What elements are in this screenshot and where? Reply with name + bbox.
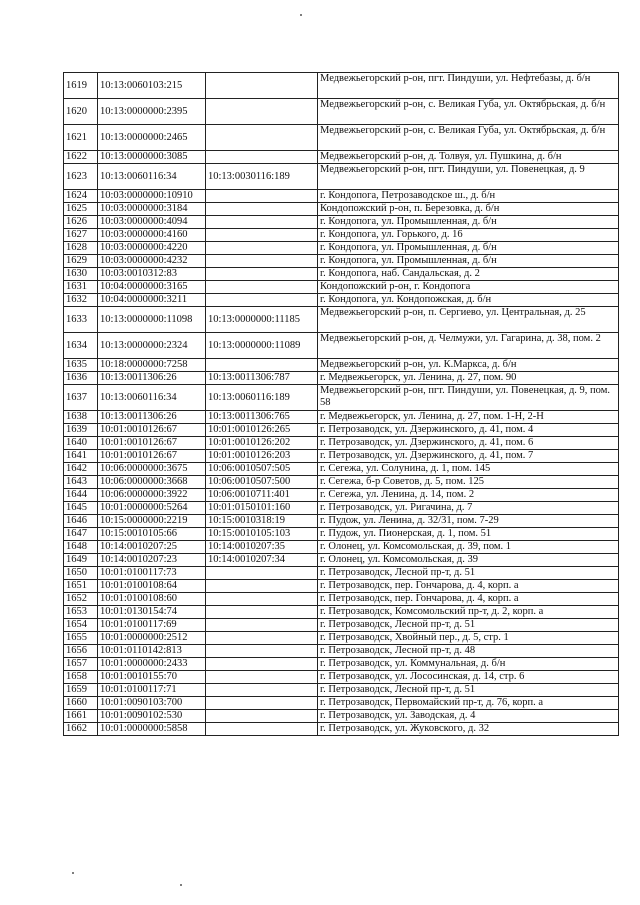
cadastral-number: 10:13:0060116:34 [98, 385, 206, 411]
cadastral-number-secondary [206, 294, 318, 307]
cadastral-number-secondary: 10:06:0010507:500 [206, 476, 318, 489]
cadastral-number-secondary: 10:01:0010126:265 [206, 424, 318, 437]
cadastral-number-secondary: 10:01:0150101:160 [206, 502, 318, 515]
row-number: 1626 [64, 216, 98, 229]
address: г. Петрозаводск, ул. Ригачина, д. 7 [318, 502, 619, 515]
table-row [64, 554, 619, 567]
address: г. Олонец, ул. Комсомольская, д. 39 [318, 554, 619, 567]
table-row [64, 723, 619, 736]
row-number: 1630 [64, 268, 98, 281]
table-row [64, 476, 619, 489]
cadastral-number-secondary [206, 268, 318, 281]
row-number: 1629 [64, 255, 98, 268]
row-number: 1632 [64, 294, 98, 307]
cadastral-number-secondary [206, 671, 318, 684]
row-number: 1662 [64, 723, 98, 736]
cadastral-number: 10:13:0011306:26 [98, 372, 206, 385]
cadastral-number: 10:01:0100117:71 [98, 684, 206, 697]
row-number: 1652 [64, 593, 98, 606]
cadastral-number: 10:01:0000000:5264 [98, 502, 206, 515]
table-row [64, 450, 619, 463]
table-row [64, 437, 619, 450]
row-number: 1655 [64, 632, 98, 645]
cadastral-number: 10:13:0060103:215 [98, 73, 206, 99]
cadastral-number: 10:04:0000000:3165 [98, 281, 206, 294]
address: Медвежьегорский р-он, п. Сергиево, ул. Центральная, д. 25 [318, 307, 619, 333]
table-row [64, 632, 619, 645]
cadastral-number-secondary: 10:01:0010126:203 [206, 450, 318, 463]
cadastral-number: 10:03:0000000:4094 [98, 216, 206, 229]
table-row [64, 489, 619, 502]
cadastral-number: 10:06:0000000:3675 [98, 463, 206, 476]
table-row [64, 411, 619, 424]
address: Кондопожский р-он, п. Березовка, д. б/н [318, 203, 619, 216]
cadastral-number-secondary [206, 359, 318, 372]
cadastral-number-secondary: 10:13:0060116:189 [206, 385, 318, 411]
cadastral-number-secondary [206, 710, 318, 723]
row-number: 1653 [64, 606, 98, 619]
address: г. Медвежьегорск, ул. Ленина, д. 27, пом. 1-Н, 2-Н [318, 411, 619, 424]
cadastral-number-secondary [206, 697, 318, 710]
cadastral-number: 10:01:0010126:67 [98, 424, 206, 437]
cadastral-number-secondary [206, 125, 318, 151]
table-row [64, 515, 619, 528]
cadastral-number: 10:01:0100117:73 [98, 567, 206, 580]
cadastral-number-secondary [206, 723, 318, 736]
cadastral-number: 10:01:0000000:5858 [98, 723, 206, 736]
row-number: 1627 [64, 229, 98, 242]
table-row [64, 645, 619, 658]
cadastral-number-secondary: 10:13:0030116:189 [206, 164, 318, 190]
table-row [64, 710, 619, 723]
row-number: 1660 [64, 697, 98, 710]
table-row [64, 541, 619, 554]
row-number: 1647 [64, 528, 98, 541]
cadastral-number: 10:01:0090103:700 [98, 697, 206, 710]
table-row [64, 255, 619, 268]
table-row [64, 125, 619, 151]
table-row [64, 684, 619, 697]
row-number: 1646 [64, 515, 98, 528]
table-row [64, 99, 619, 125]
cadastral-number-secondary [206, 229, 318, 242]
address: г. Олонец, ул. Комсомольская, д. 39, пом. 1 [318, 541, 619, 554]
cadastral-number-secondary: 10:06:0010507:505 [206, 463, 318, 476]
row-number: 1637 [64, 385, 98, 411]
address: Медвежьегорский р-он, с. Великая Губа, ул. Октябрьская, д. б/н [318, 125, 619, 151]
row-number: 1651 [64, 580, 98, 593]
cadastral-number-secondary: 10:14:0010207:34 [206, 554, 318, 567]
address: г. Петрозаводск, пер. Гончарова, д. 4, корп. а [318, 593, 619, 606]
row-number: 1650 [64, 567, 98, 580]
scan-speck [72, 872, 74, 874]
cadastral-number: 10:18:0000000:7258 [98, 359, 206, 372]
row-number: 1657 [64, 658, 98, 671]
row-number: 1623 [64, 164, 98, 190]
cadastral-number: 10:13:0000000:2324 [98, 333, 206, 359]
table-row [64, 359, 619, 372]
row-number: 1641 [64, 450, 98, 463]
address: г. Кондопога, ул. Промышленная, д. б/н [318, 242, 619, 255]
row-number: 1654 [64, 619, 98, 632]
cadastral-number: 10:06:0000000:3922 [98, 489, 206, 502]
row-number: 1642 [64, 463, 98, 476]
cadastral-number: 10:03:0000000:10910 [98, 190, 206, 203]
address: г. Петрозаводск, Первомайский пр-т, д. 76, корп. а [318, 697, 619, 710]
table-row [64, 216, 619, 229]
address: Медвежьегорский р-он, пгт. Пиндуши, ул. Повенецкая, д. 9, пом. 58 [318, 385, 619, 411]
cadastral-number-secondary [206, 216, 318, 229]
row-number: 1645 [64, 502, 98, 515]
row-number: 1643 [64, 476, 98, 489]
table-row [64, 190, 619, 203]
cadastral-number: 10:13:0000000:11098 [98, 307, 206, 333]
address: Кондопожский р-он, г. Кондопога [318, 281, 619, 294]
cadastral-number: 10:03:0000000:4232 [98, 255, 206, 268]
table-row [64, 73, 619, 99]
cadastral-number-secondary [206, 593, 318, 606]
cadastral-number-secondary [206, 242, 318, 255]
row-number: 1625 [64, 203, 98, 216]
table-row [64, 593, 619, 606]
row-number: 1622 [64, 151, 98, 164]
cadastral-number-secondary [206, 684, 318, 697]
cadastral-number-secondary: 10:06:0010711:401 [206, 489, 318, 502]
cadastral-number: 10:13:0000000:2395 [98, 99, 206, 125]
address: г. Петрозаводск, ул. Заводская, д. 4 [318, 710, 619, 723]
address: г. Петрозаводск, ул. Дзержинского, д. 41, пом. 4 [318, 424, 619, 437]
row-number: 1640 [64, 437, 98, 450]
cadastral-number-secondary: 10:13:0011306:787 [206, 372, 318, 385]
address: г. Петрозаводск, Лесной пр-т, д. 51 [318, 684, 619, 697]
row-number: 1619 [64, 73, 98, 99]
cadastral-number-secondary [206, 255, 318, 268]
cadastral-number-secondary: 10:14:0010207:35 [206, 541, 318, 554]
cadastral-number-secondary: 10:13:0000000:11089 [206, 333, 318, 359]
scan-speck [180, 884, 182, 886]
cadastral-number: 10:03:0000000:4160 [98, 229, 206, 242]
table-row [64, 164, 619, 190]
address: Медвежьегорский р-он, ул. К.Маркса, д. б/н [318, 359, 619, 372]
cadastral-number: 10:01:0110142:813 [98, 645, 206, 658]
address: г. Петрозаводск, ул. Дзержинского, д. 41, пом. 6 [318, 437, 619, 450]
address: г. Сегежа, б-р Советов, д. 5, пом. 125 [318, 476, 619, 489]
address: г. Сегежа, ул. Солунина, д. 1, пом. 145 [318, 463, 619, 476]
address: г. Петрозаводск, Лесной пр-т, д. 51 [318, 619, 619, 632]
cadastral-number: 10:01:0000000:2512 [98, 632, 206, 645]
table-row [64, 307, 619, 333]
address: г. Кондопога, наб. Сандальская, д. 2 [318, 268, 619, 281]
table-row [64, 424, 619, 437]
table-row [64, 268, 619, 281]
cadastral-number: 10:01:0100108:60 [98, 593, 206, 606]
row-number: 1628 [64, 242, 98, 255]
cadastral-number-secondary [206, 645, 318, 658]
address: Медвежьегорский р-он, д. Толвуя, ул. Пушкина, д. б/н [318, 151, 619, 164]
table-row [64, 372, 619, 385]
cadastral-number: 10:15:0010105:66 [98, 528, 206, 541]
cadastral-number: 10:01:0000000:2433 [98, 658, 206, 671]
cadastral-number: 10:01:0100108:64 [98, 580, 206, 593]
row-number: 1639 [64, 424, 98, 437]
cadastral-number-secondary: 10:15:0010105:103 [206, 528, 318, 541]
address: г. Петрозаводск, ул. Лососинская, д. 14, стр. 6 [318, 671, 619, 684]
row-number: 1638 [64, 411, 98, 424]
table-row [64, 281, 619, 294]
cadastral-number-secondary: 10:13:0011306:765 [206, 411, 318, 424]
address: г. Кондопога, ул. Промышленная, д. б/н [318, 255, 619, 268]
row-number: 1656 [64, 645, 98, 658]
cadastral-number-secondary [206, 281, 318, 294]
row-number: 1635 [64, 359, 98, 372]
row-number: 1631 [64, 281, 98, 294]
address: Медвежьегорский р-он, д. Челмужи, ул. Гагарина, д. 38, пом. 2 [318, 333, 619, 359]
address: г. Петрозаводск, Лесной пр-т, д. 51 [318, 567, 619, 580]
table-row [64, 203, 619, 216]
address: Медвежьегорский р-он, пгт. Пиндуши, ул. Повенецкая, д. 9 [318, 164, 619, 190]
address: г. Пудож, ул. Ленина, д. 32/31, пом. 7-29 [318, 515, 619, 528]
cadastral-number-secondary: 10:13:0000000:11185 [206, 307, 318, 333]
cadastral-number-secondary [206, 203, 318, 216]
cadastral-number: 10:13:0060116:34 [98, 164, 206, 190]
table-row [64, 697, 619, 710]
address: г. Кондопога, ул. Горького, д. 16 [318, 229, 619, 242]
table-row [64, 385, 619, 411]
cadastral-number: 10:03:0010312:83 [98, 268, 206, 281]
row-number: 1649 [64, 554, 98, 567]
table-row [64, 463, 619, 476]
row-number: 1621 [64, 125, 98, 151]
cadastral-number-secondary [206, 151, 318, 164]
cadastral-number: 10:01:0130154:74 [98, 606, 206, 619]
table-body [64, 73, 619, 736]
cadastral-number: 10:01:0010155:70 [98, 671, 206, 684]
row-number: 1634 [64, 333, 98, 359]
cadastral-number-secondary [206, 73, 318, 99]
cadastral-number-secondary [206, 658, 318, 671]
table-row [64, 151, 619, 164]
table-row [64, 333, 619, 359]
address: г. Медвежьегорск, ул. Ленина, д. 27, пом. 90 [318, 372, 619, 385]
address: г. Петрозаводск, Комсомольский пр-т, д. 2, корп. а [318, 606, 619, 619]
row-number: 1636 [64, 372, 98, 385]
address: г. Кондопога, ул. Кондопожская, д. б/н [318, 294, 619, 307]
address: г. Петрозаводск, Лесной пр-т, д. 48 [318, 645, 619, 658]
row-number: 1659 [64, 684, 98, 697]
cadastral-number: 10:01:0010126:67 [98, 450, 206, 463]
table-row [64, 242, 619, 255]
row-number: 1661 [64, 710, 98, 723]
cadastral-number: 10:14:0010207:25 [98, 541, 206, 554]
row-number: 1624 [64, 190, 98, 203]
table-row [64, 502, 619, 515]
cadastral-number-secondary [206, 580, 318, 593]
cadastral-number-secondary [206, 606, 318, 619]
cadastral-number: 10:13:0011306:26 [98, 411, 206, 424]
cadastral-number-secondary [206, 619, 318, 632]
cadastral-number: 10:13:0000000:3085 [98, 151, 206, 164]
address: г. Кондопога, ул. Промышленная, д. б/н [318, 216, 619, 229]
cadastral-number: 10:01:0090102:530 [98, 710, 206, 723]
table-row [64, 229, 619, 242]
address: г. Петрозаводск, ул. Коммунальная, д. б/н [318, 658, 619, 671]
cadastral-number: 10:01:0010126:67 [98, 437, 206, 450]
cadastral-number-secondary [206, 632, 318, 645]
scan-speck [300, 14, 302, 16]
cadastral-number: 10:03:0000000:4220 [98, 242, 206, 255]
row-number: 1658 [64, 671, 98, 684]
cadastral-number: 10:14:0010207:23 [98, 554, 206, 567]
address: г. Петрозаводск, Хвойный пер., д. 5, стр. 1 [318, 632, 619, 645]
cadastral-number: 10:13:0000000:2465 [98, 125, 206, 151]
table-row [64, 294, 619, 307]
row-number: 1620 [64, 99, 98, 125]
cadastral-number-secondary [206, 190, 318, 203]
address: г. Пудож, ул. Пионерская, д. 1, пом. 51 [318, 528, 619, 541]
address: г. Петрозаводск, ул. Дзержинского, д. 41, пом. 7 [318, 450, 619, 463]
cadastral-number-secondary [206, 567, 318, 580]
table-row [64, 619, 619, 632]
row-number: 1633 [64, 307, 98, 333]
table-row [64, 658, 619, 671]
address: Медвежьегорский р-он, пгт. Пиндуши, ул. Нефтебазы, д. б/н [318, 73, 619, 99]
table-row [64, 671, 619, 684]
table-row [64, 528, 619, 541]
cadastral-number-secondary: 10:15:0010318:19 [206, 515, 318, 528]
address: г. Сегежа, ул. Ленина, д. 14, пом. 2 [318, 489, 619, 502]
cadastral-number: 10:03:0000000:3184 [98, 203, 206, 216]
cadastral-number-secondary: 10:01:0010126:202 [206, 437, 318, 450]
address: г. Петрозаводск, ул. Жуковского, д. 32 [318, 723, 619, 736]
table-row [64, 606, 619, 619]
row-number: 1644 [64, 489, 98, 502]
address: Медвежьегорский р-он, с. Великая Губа, ул. Октябрьская, д. б/н [318, 99, 619, 125]
address: г. Кондопога, Петрозаводское ш., д. б/н [318, 190, 619, 203]
table-row [64, 580, 619, 593]
table-row [64, 567, 619, 580]
property-register-table [63, 72, 619, 736]
cadastral-number: 10:01:0100117:69 [98, 619, 206, 632]
address: г. Петрозаводск, пер. Гончарова, д. 4, корп. а [318, 580, 619, 593]
cadastral-number: 10:06:0000000:3668 [98, 476, 206, 489]
cadastral-number: 10:04:0000000:3211 [98, 294, 206, 307]
cadastral-number: 10:15:0000000:2219 [98, 515, 206, 528]
row-number: 1648 [64, 541, 98, 554]
cadastral-number-secondary [206, 99, 318, 125]
